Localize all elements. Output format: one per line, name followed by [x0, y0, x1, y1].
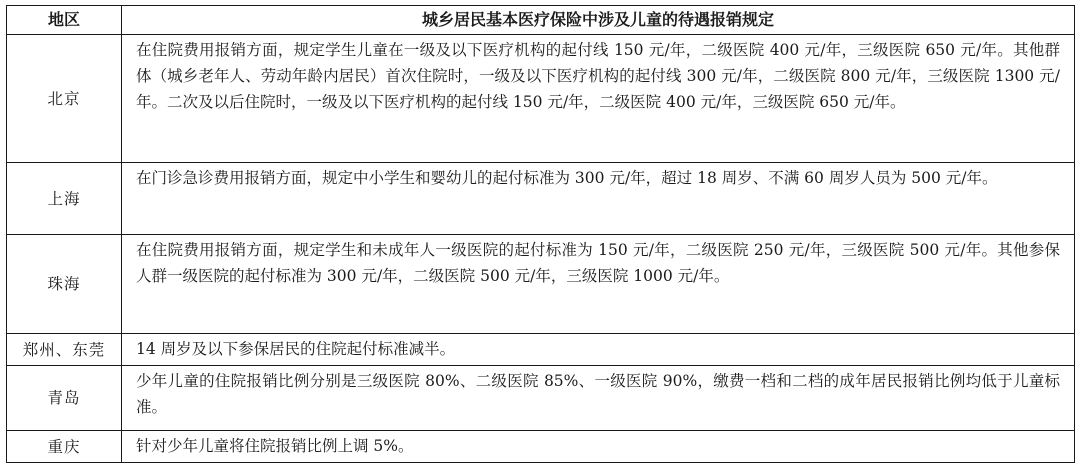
- header-policy: 城乡居民基本医疗保险中涉及儿童的待遇报销规定: [122, 6, 1075, 35]
- region-cell: 郑州、东莞: [7, 334, 122, 366]
- header-region: 地区: [7, 6, 122, 35]
- region-cell: 上海: [7, 163, 122, 235]
- policy-table: [6, 5, 1075, 463]
- table-row: [7, 163, 1075, 235]
- policy-cell: 在住院费用报销方面，规定学生儿童在一级及以下医疗机构的起付线 150 元/年，二级医院 400 元/年，三级医院 650 元/年。其他群体（城乡老年人、劳动年龄内居民）首次住院时，一级及以下医疗机构的起付线 300 元/年，二级医院 800 元/年，三级医院 1300 元/年。二次及以后住院时，一级及以下医疗机构的起付线 150 元/年，二级医院 400 元/年，三级医院 650 元/年。: [122, 35, 1075, 163]
- policy-cell: 在住院费用报销方面，规定学生和未成年人一级医院的起付标准为 150 元/年，二级医院 250 元/年，三级医院 500 元/年。其他参保人群一级医院的起付标准为 300 元/年，二级医院 500 元/年，三级医院 1000 元/年。: [122, 235, 1075, 334]
- region-cell: 重庆: [7, 431, 122, 463]
- header-row: [7, 6, 1075, 35]
- table-row: [7, 35, 1075, 163]
- table-row: [7, 431, 1075, 463]
- policy-cell: 少年儿童的住院报销比例分别是三级医院 80%、二级医院 85%、一级医院 90%，缴费一档和二档的成年居民报销比例均低于儿童标准。: [122, 366, 1075, 431]
- policy-cell: 14 周岁及以下参保居民的住院起付标准减半。: [122, 334, 1075, 366]
- table-row: [7, 334, 1075, 366]
- policy-cell: 在门诊急诊费用报销方面，规定中小学生和婴幼儿的起付标准为 300 元/年，超过 18 周岁、不满 60 周岁人员为 500 元/年。: [122, 163, 1075, 235]
- region-cell: 北京: [7, 35, 122, 163]
- region-cell: 青岛: [7, 366, 122, 431]
- policy-cell: 针对少年儿童将住院报销比例上调 5%。: [122, 431, 1075, 463]
- table-row: [7, 366, 1075, 431]
- region-cell: 珠海: [7, 235, 122, 334]
- table-row: [7, 235, 1075, 334]
